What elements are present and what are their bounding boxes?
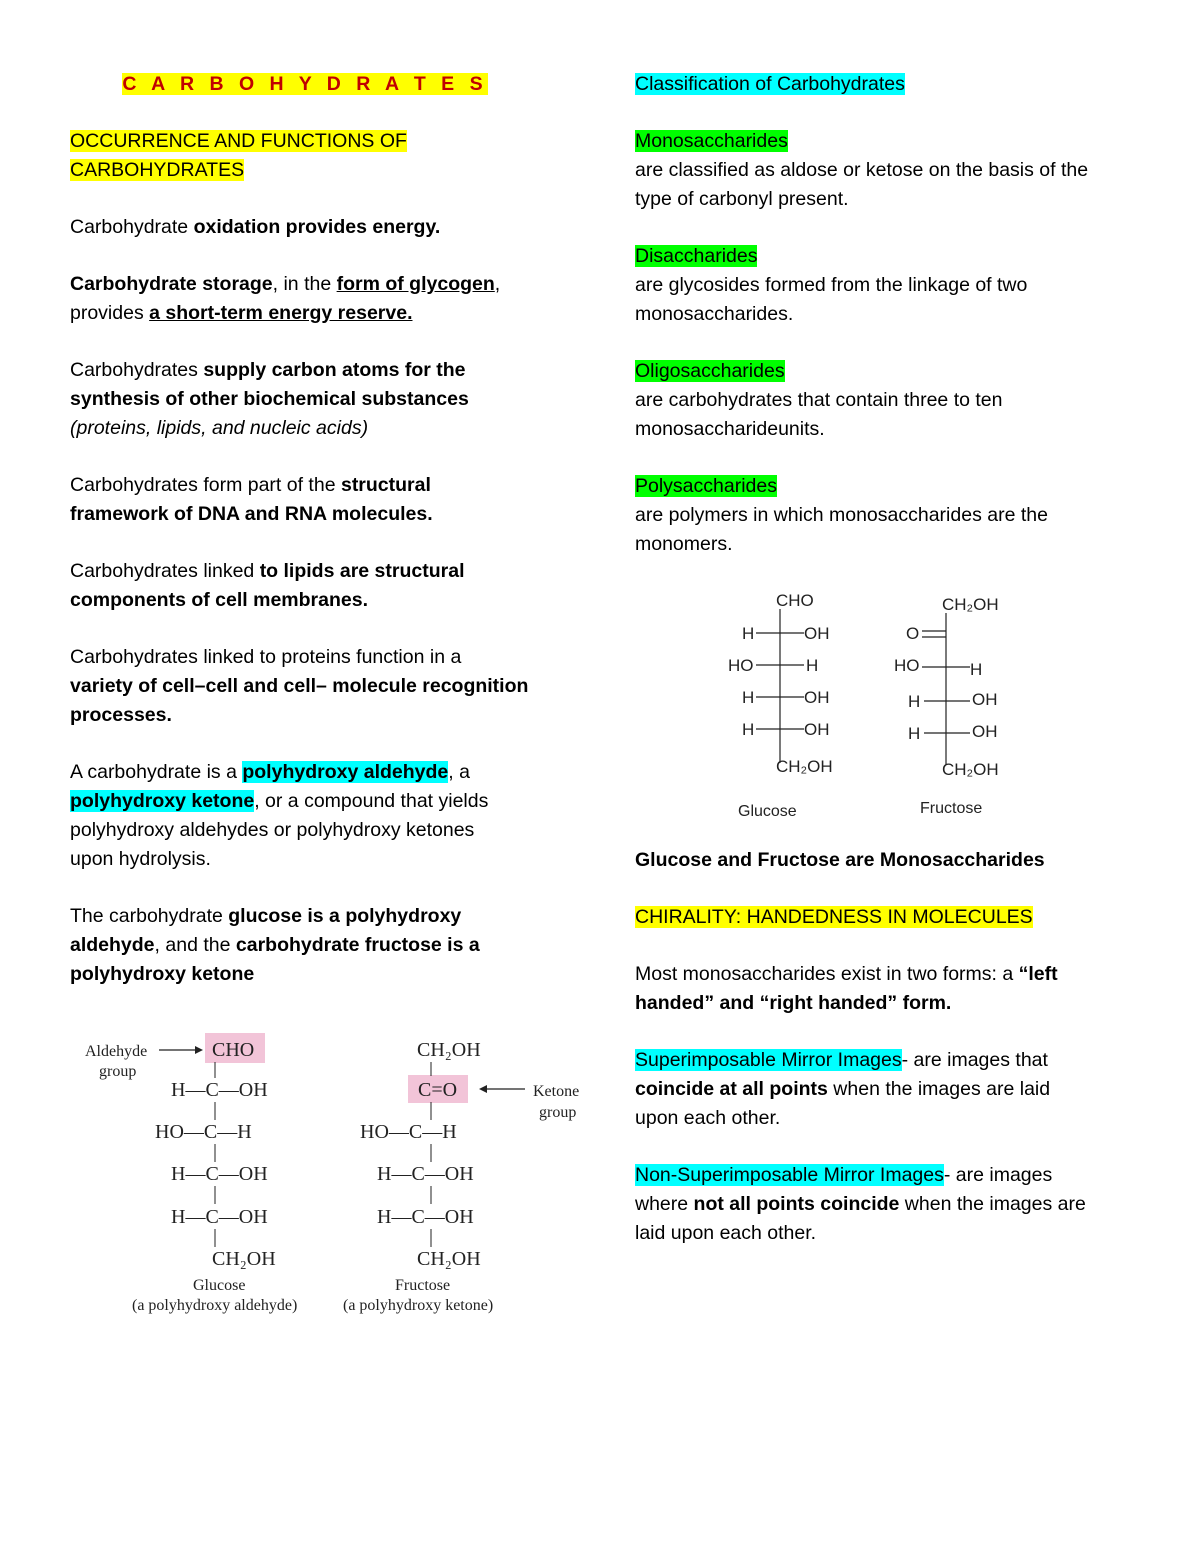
- fructose-line-3: HO—C—H: [360, 1121, 457, 1143]
- glucose-row1-left: H: [742, 624, 755, 643]
- text-span: variety of cell–cell and cell– molecule recognition: [70, 675, 529, 697]
- aldehyde-label-group: group: [99, 1063, 137, 1080]
- text-span: components of cell membranes.: [70, 589, 368, 611]
- text-span: are glycosides formed from the linkage of two: [635, 274, 1028, 296]
- fructose-row1-right: H: [970, 660, 983, 679]
- text-span: processes.: [70, 704, 172, 726]
- text-span: , a: [448, 761, 470, 783]
- text-span: when the images are: [899, 1193, 1086, 1215]
- text-span: monosaccharides.: [635, 303, 794, 325]
- ketone-label-group: group: [539, 1104, 577, 1121]
- text-span: Carbohydrate storage: [70, 273, 273, 295]
- text-span: Most monosaccharides exist in two forms: a: [635, 963, 1019, 985]
- text-span: framework of DNA and RNA molecules.: [70, 503, 433, 525]
- fructose-row3-right: OH: [972, 722, 998, 741]
- fructose-bottom: CH₂OH: [942, 760, 999, 779]
- glucose-line-4: H—C—OH: [171, 1163, 268, 1185]
- text-span: supply carbon atoms for the: [203, 359, 466, 381]
- glucose-caption-sub: (a polyhydroxy aldehyde): [132, 1297, 298, 1314]
- term-superimposable: Superimposable Mirror Images: [635, 1049, 902, 1071]
- text-span: polyhydroxy ketone: [70, 790, 255, 812]
- fructose-caption: Fructose: [395, 1277, 451, 1294]
- text-span: aldehyde: [70, 934, 155, 956]
- term-disaccharides: Disaccharides: [635, 245, 758, 267]
- classification-heading: Classification of Carbohydrates: [635, 73, 905, 95]
- glucose-row2-right: H: [806, 656, 819, 675]
- text-span: polyhydroxy aldehydes or polyhydroxy ketones: [70, 819, 475, 841]
- fructose-oxygen: O: [906, 624, 920, 643]
- glucose-row4-left: H: [742, 720, 755, 739]
- term-non-superimposable: Non-Superimposable Mirror Images: [635, 1164, 944, 1186]
- glucose-row3-right: OH: [804, 688, 830, 707]
- mono-statement: Glucose and Fructose are Monosaccharides: [635, 849, 1045, 871]
- text-span: , in the: [272, 273, 337, 295]
- text-span: (proteins, lipids, and nucleic acids): [70, 417, 369, 439]
- text-span: provides: [70, 302, 150, 324]
- text-span: type of carbonyl present.: [635, 188, 849, 210]
- text-span: when the images are laid: [827, 1078, 1051, 1100]
- text-span: A carbohydrate is a: [70, 761, 243, 783]
- paragraph-lipids: [70, 557, 570, 615]
- glucose-line-3: HO—C—H: [155, 1121, 252, 1143]
- fructose-caption-sub: (a polyhydroxy ketone): [343, 1297, 494, 1314]
- paragraph-oxidation: [70, 213, 570, 242]
- fructose-line-5: H—C—OH: [377, 1206, 474, 1228]
- text-span: - are images: [943, 1164, 1053, 1186]
- right-column: [635, 70, 1140, 587]
- aldehyde-arrowhead: [195, 1046, 203, 1054]
- def-monosaccharides: [635, 127, 1140, 214]
- glucose-bottom: CH₂OH: [776, 757, 833, 776]
- paragraph-carbon-atoms: [70, 356, 570, 443]
- chirality-paragraph-3: [635, 1161, 1140, 1248]
- classification-heading-wrap: [635, 70, 1140, 99]
- fructose-line-1: CH₂OH: [417, 1039, 481, 1061]
- structure-figure-left: [75, 1028, 595, 1328]
- fructose-line-4: H—C—OH: [377, 1163, 474, 1185]
- glucose-line-5: H—C—OH: [171, 1206, 268, 1228]
- text-span: are classified as aldose or ketose on the basis of the: [635, 159, 1089, 181]
- glucose-caption-right: Glucose: [738, 803, 797, 820]
- text-span: a short-term energy reserve.: [149, 302, 413, 324]
- text-span: polyhydroxy aldehyde: [242, 761, 449, 783]
- glucose-row2-left: HO: [728, 656, 754, 675]
- left-column: [70, 70, 570, 1017]
- fructose-row1-left: HO: [894, 656, 920, 675]
- chirality-heading: CHIRALITY: HANDEDNESS IN MOLECULES: [635, 906, 1033, 928]
- text-span: polyhydroxy ketone: [70, 963, 255, 985]
- fructose-row2-right: OH: [972, 690, 998, 709]
- ketone-label: Ketone: [533, 1083, 580, 1100]
- glucose-caption: Glucose: [193, 1277, 246, 1294]
- def-disaccharides: [635, 242, 1140, 329]
- title-wrap: [70, 70, 540, 99]
- def-polysaccharides: [635, 472, 1140, 559]
- term-monosaccharides: Monosaccharides: [635, 130, 788, 152]
- text-span: upon each other.: [635, 1107, 781, 1129]
- text-span: coincide at all points: [635, 1078, 828, 1100]
- def-oligosaccharides: [635, 357, 1140, 444]
- text-span: - are images that: [901, 1049, 1048, 1071]
- fructose-line-6: CH₂OH: [417, 1248, 481, 1270]
- text-span: are carbohydrates that contain three to ten: [635, 389, 1003, 411]
- text-span: Carbohydrates form part of the: [70, 474, 341, 496]
- paragraph-glucose-fructose: [70, 902, 570, 989]
- fructose-top: CH₂OH: [942, 595, 999, 614]
- fructose-line-2: C=O: [418, 1079, 458, 1101]
- text-span: handed” and “right handed” form.: [635, 992, 952, 1014]
- right-column-lower: [635, 846, 1140, 1276]
- glucose-row3-left: H: [742, 688, 755, 707]
- chirality-heading-wrap: [635, 903, 1140, 932]
- paragraph-storage: [70, 270, 570, 328]
- glucose-row1-right: OH: [804, 624, 830, 643]
- text-span: not all points coincide: [693, 1193, 900, 1215]
- section-heading-occurrence: [70, 127, 570, 185]
- fructose-row3-left: H: [908, 724, 921, 743]
- text-span: Carbohydrates linked to proteins function in a: [70, 646, 462, 668]
- text-span: monomers.: [635, 533, 733, 555]
- text-span: monosaccharideunits.: [635, 418, 825, 440]
- page-title: C A R B O H Y D R A T E S: [122, 73, 488, 95]
- text-span: where: [635, 1193, 694, 1215]
- fischer-figure-right: [720, 585, 1050, 825]
- section-heading-line1: OCCURRENCE AND FUNCTIONS OF: [70, 130, 407, 152]
- text-span: Carbohydrates linked: [70, 560, 260, 582]
- text-span: carbohydrate fructose is a: [235, 934, 480, 956]
- fructose-caption-right: Fructose: [920, 800, 983, 817]
- text-span: upon hydrolysis.: [70, 848, 211, 870]
- text-span: ,: [494, 273, 501, 295]
- chirality-paragraph-2: [635, 1046, 1140, 1133]
- text-span: , and the: [154, 934, 236, 956]
- section-heading-line2: CARBOHYDRATES: [70, 159, 245, 181]
- glucose-line-2: H—C—OH: [171, 1079, 268, 1101]
- text-span: to lipids are structural: [259, 560, 465, 582]
- text-span: structural: [340, 474, 431, 496]
- glucose-top: CHO: [776, 591, 814, 610]
- text-span: “left: [1018, 963, 1058, 985]
- aldehyde-label: Aldehyde: [85, 1043, 148, 1060]
- glucose-line-6: CH₂OH: [212, 1248, 276, 1270]
- text-span: Carbohydrates: [70, 359, 204, 381]
- paragraph-proteins: [70, 643, 570, 730]
- term-polysaccharides: Polysaccharides: [635, 475, 777, 497]
- chirality-paragraph-1: [635, 960, 1140, 1018]
- text-span: synthesis of other biochemical substances: [70, 388, 469, 410]
- fructose-row2-left: H: [908, 692, 921, 711]
- text-span: form of glycogen: [336, 273, 495, 295]
- text-span: The carbohydrate: [70, 905, 229, 927]
- text-span: oxidation provides energy.: [193, 216, 441, 238]
- glucose-row4-right: OH: [804, 720, 830, 739]
- mono-statement-wrap: [635, 846, 1140, 875]
- paragraph-structural: [70, 471, 570, 529]
- text-span: glucose is a polyhydroxy: [228, 905, 462, 927]
- paragraph-definition: [70, 758, 570, 874]
- glucose-line-1: CHO: [212, 1039, 255, 1061]
- term-oligosaccharides: Oligosaccharides: [635, 360, 785, 382]
- text-span: are polymers in which monosaccharides are the: [635, 504, 1048, 526]
- text-span: laid upon each other.: [635, 1222, 817, 1244]
- text-span: , or a compound that yields: [254, 790, 489, 812]
- text-span: Carbohydrate: [70, 216, 194, 238]
